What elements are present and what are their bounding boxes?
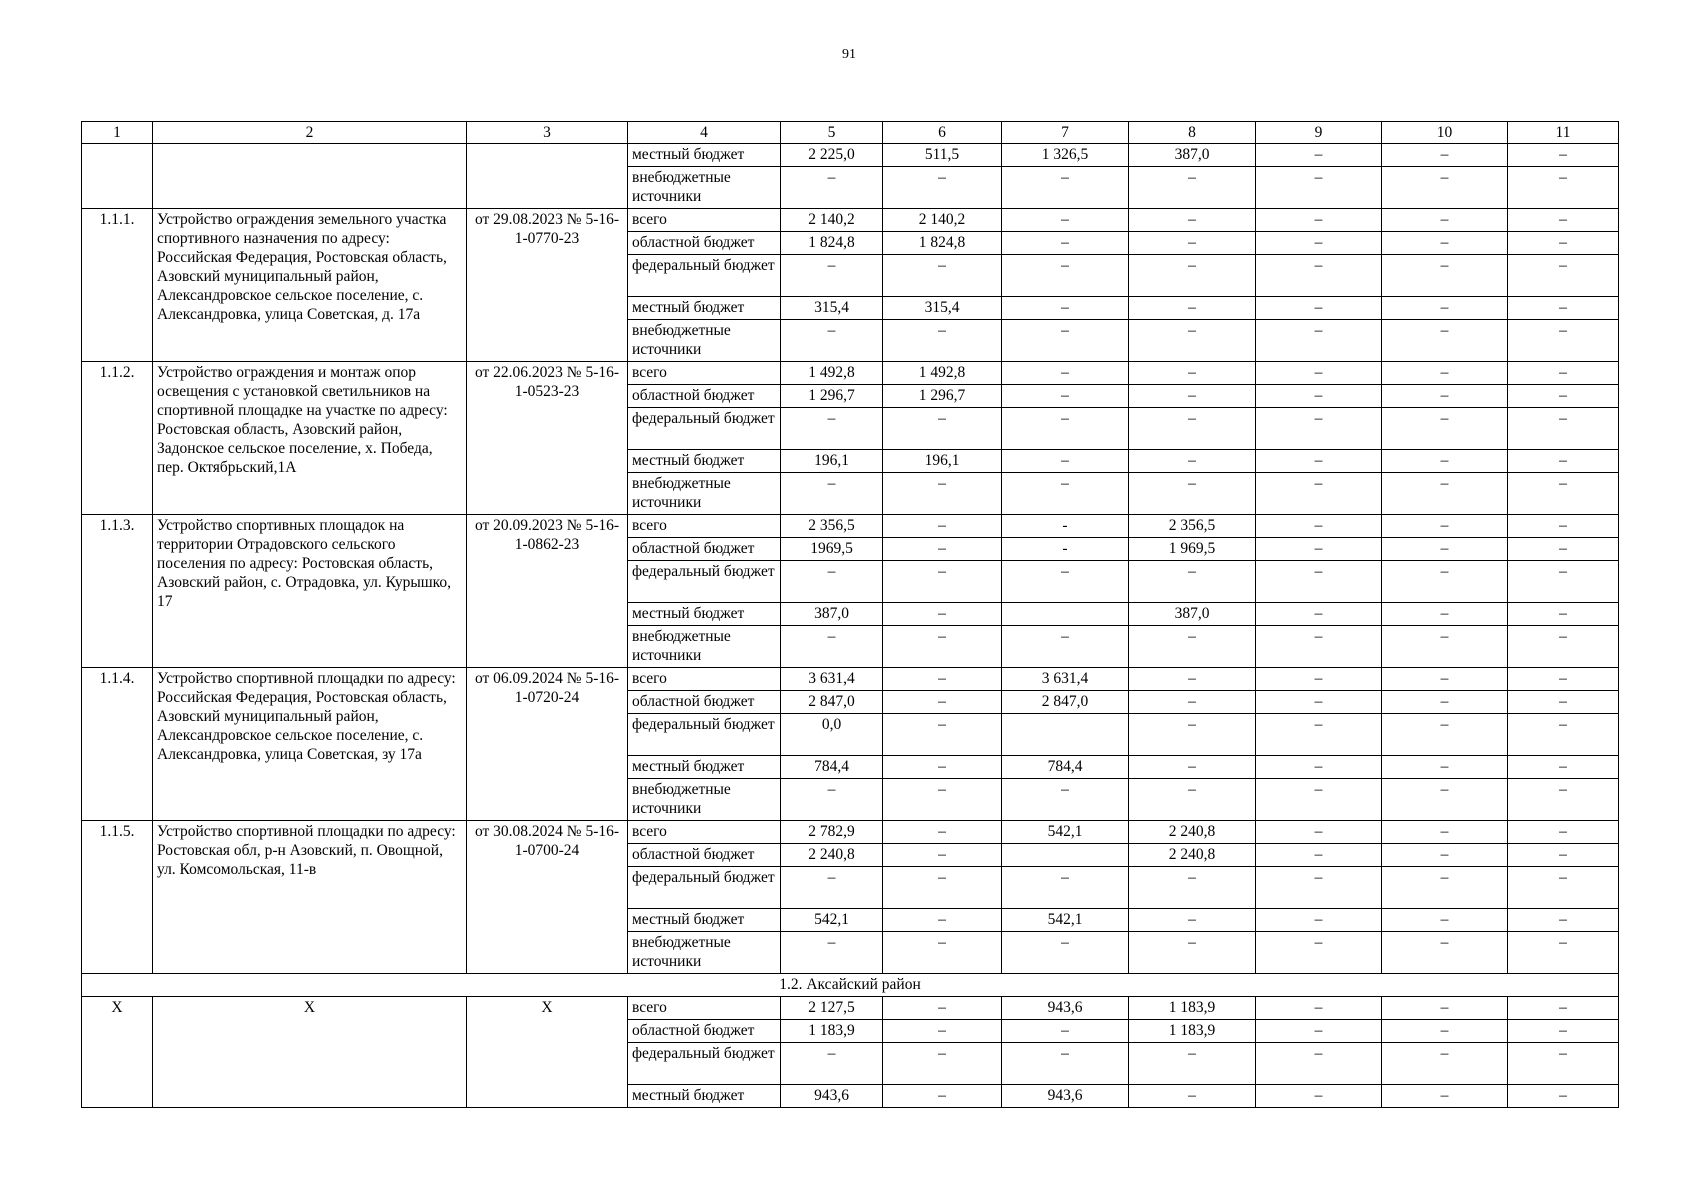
amount-cell: – xyxy=(1129,626,1256,668)
funding-source: всего xyxy=(628,997,781,1020)
table-row xyxy=(82,997,1619,1020)
amount-cell: – xyxy=(1129,232,1256,255)
amount-cell: – xyxy=(1002,450,1129,473)
amount-cell: – xyxy=(1129,691,1256,714)
agreement: от 22.06.2023 № 5-16-1-0523-23 xyxy=(467,362,628,515)
amount-cell: – xyxy=(883,1085,1002,1108)
amount-cell: 2 240,8 xyxy=(1129,844,1256,867)
amount-cell: – xyxy=(1129,1085,1256,1108)
column-header: 10 xyxy=(1382,122,1508,144)
amount-cell: – xyxy=(781,167,883,209)
amount-cell: 1 326,5 xyxy=(1002,144,1129,167)
amount-cell: – xyxy=(883,997,1002,1020)
amount-cell: – xyxy=(1256,821,1382,844)
amount-cell: – xyxy=(1002,1043,1129,1085)
amount-cell: – xyxy=(1129,450,1256,473)
funding-source: федеральный бюджет xyxy=(628,255,781,297)
funding-source: федеральный бюджет xyxy=(628,867,781,909)
amount-cell: – xyxy=(781,932,883,974)
funding-source: внебюджетные источники xyxy=(628,932,781,974)
amount-cell: – xyxy=(1382,297,1508,320)
page-number: 91 xyxy=(842,47,856,62)
amount-cell: – xyxy=(1508,909,1619,932)
amount-cell: 943,6 xyxy=(1002,997,1129,1020)
amount-cell: – xyxy=(883,561,1002,603)
amount-cell: – xyxy=(1508,320,1619,362)
amount-cell: – xyxy=(1382,1043,1508,1085)
amount-cell: – xyxy=(883,779,1002,821)
amount-cell: – xyxy=(1382,255,1508,297)
amount-cell: – xyxy=(1508,997,1619,1020)
amount-cell: – xyxy=(1129,385,1256,408)
amount-cell: – xyxy=(1256,515,1382,538)
amount-cell: – xyxy=(1382,232,1508,255)
amount-cell: – xyxy=(1002,232,1129,255)
table-row xyxy=(82,668,1619,691)
funding-source: местный бюджет xyxy=(628,144,781,167)
amount-cell: – xyxy=(1256,756,1382,779)
amount-cell: – xyxy=(883,538,1002,561)
funding-source: федеральный бюджет xyxy=(628,1043,781,1085)
item-number: 1.1.1. xyxy=(82,209,153,362)
amount-cell: – xyxy=(1256,385,1382,408)
funding-source: федеральный бюджет xyxy=(628,714,781,756)
amount-cell: – xyxy=(1382,997,1508,1020)
amount-cell: 387,0 xyxy=(1129,144,1256,167)
amount-cell: – xyxy=(1002,1020,1129,1043)
amount-cell: – xyxy=(1129,867,1256,909)
amount-cell: – xyxy=(883,668,1002,691)
amount-cell: – xyxy=(1002,932,1129,974)
amount-cell: – xyxy=(1508,1043,1619,1085)
amount-cell: – xyxy=(883,714,1002,756)
amount-cell: 2 240,8 xyxy=(1129,821,1256,844)
item-name: Устройство ограждения и монтаж опор освещения с установкой светильников на спортивной площадке на участке по адресу: Ростовская область, Азовский район, Задонское сельское поселение, х. Победа, пер. Октябрьский,1А xyxy=(153,362,467,515)
amount-cell: 387,0 xyxy=(781,603,883,626)
funding-source: всего xyxy=(628,668,781,691)
funding-source: местный бюджет xyxy=(628,1085,781,1108)
amount-cell: – xyxy=(1382,691,1508,714)
funding-source: внебюджетные источники xyxy=(628,320,781,362)
amount-cell: – xyxy=(1508,232,1619,255)
amount-cell: – xyxy=(1508,408,1619,450)
amount-cell: 1 824,8 xyxy=(781,232,883,255)
amount-cell: – xyxy=(1129,932,1256,974)
amount-cell: 2 356,5 xyxy=(1129,515,1256,538)
amount-cell: – xyxy=(1508,144,1619,167)
amount-cell: – xyxy=(1508,756,1619,779)
amount-cell: 315,4 xyxy=(883,297,1002,320)
amount-cell: – xyxy=(1256,1085,1382,1108)
agreement: от 06.09.2024 № 5-16-1-0720-24 xyxy=(467,668,628,821)
amount-cell: – xyxy=(1382,756,1508,779)
amount-cell: – xyxy=(1382,209,1508,232)
agreement: от 30.08.2024 № 5-16-1-0700-24 xyxy=(467,821,628,974)
amount-cell: – xyxy=(1129,255,1256,297)
column-header: 1 xyxy=(82,122,153,144)
funding-source: внебюджетные источники xyxy=(628,167,781,209)
amount-cell: – xyxy=(1382,473,1508,515)
amount-cell: – xyxy=(883,603,1002,626)
table-row xyxy=(82,362,1619,385)
amount-cell: – xyxy=(883,1020,1002,1043)
amount-cell: 196,1 xyxy=(883,450,1002,473)
amount-cell: – xyxy=(1129,320,1256,362)
amount-cell: – xyxy=(1256,362,1382,385)
amount-cell: – xyxy=(883,626,1002,668)
amount-cell: 2 240,8 xyxy=(781,844,883,867)
funding-source: всего xyxy=(628,821,781,844)
item-number: 1.1.2. xyxy=(82,362,153,515)
amount-cell: – xyxy=(1002,362,1129,385)
amount-cell: – xyxy=(1256,209,1382,232)
amount-cell: – xyxy=(1382,909,1508,932)
amount-cell: 2 356,5 xyxy=(781,515,883,538)
amount-cell: – xyxy=(1256,255,1382,297)
amount-cell: – xyxy=(1508,473,1619,515)
column-header: 6 xyxy=(883,122,1002,144)
amount-cell: – xyxy=(1508,538,1619,561)
item-number: 1.1.3. xyxy=(82,515,153,668)
funding-source: областной бюджет xyxy=(628,691,781,714)
amount-cell: – xyxy=(1508,779,1619,821)
amount-cell: – xyxy=(1382,515,1508,538)
amount-cell: – xyxy=(883,844,1002,867)
amount-cell: – xyxy=(1256,691,1382,714)
amount-cell: – xyxy=(1002,320,1129,362)
agreement: от 29.08.2023 № 5-16-1-0770-23 xyxy=(467,209,628,362)
column-header: 7 xyxy=(1002,122,1129,144)
amount-cell: - xyxy=(1002,515,1129,538)
amount-cell: – xyxy=(781,255,883,297)
amount-cell: – xyxy=(781,473,883,515)
amount-cell: – xyxy=(1508,515,1619,538)
item-name: Устройство спортивной площадки по адресу: Российская Федерация, Ростовская область, Азовский муниципальный район, Александровское сельское поселение, с. Александровка, улица Советская, зу 17а xyxy=(153,668,467,821)
amount-cell: 542,1 xyxy=(1002,909,1129,932)
amount-cell: – xyxy=(1002,167,1129,209)
column-header: 3 xyxy=(467,122,628,144)
amount-cell: – xyxy=(1508,668,1619,691)
funding-source: местный бюджет xyxy=(628,909,781,932)
amount-cell: – xyxy=(1382,668,1508,691)
amount-cell: – xyxy=(1256,450,1382,473)
amount-cell: – xyxy=(1129,167,1256,209)
amount-cell: 784,4 xyxy=(1002,756,1129,779)
amount-cell: – xyxy=(1002,408,1129,450)
amount-cell: – xyxy=(1129,1043,1256,1085)
amount-cell: – xyxy=(1256,626,1382,668)
amount-cell: 387,0 xyxy=(1129,603,1256,626)
amount-cell xyxy=(1002,714,1129,756)
amount-cell: – xyxy=(1256,844,1382,867)
amount-cell: 1 824,8 xyxy=(883,232,1002,255)
agreement: Х xyxy=(467,997,628,1108)
amount-cell: – xyxy=(883,932,1002,974)
amount-cell: – xyxy=(1002,779,1129,821)
column-header: 4 xyxy=(628,122,781,144)
amount-cell: – xyxy=(1508,867,1619,909)
amount-cell: – xyxy=(781,561,883,603)
amount-cell: – xyxy=(1508,603,1619,626)
amount-cell: – xyxy=(1002,561,1129,603)
amount-cell: – xyxy=(781,320,883,362)
amount-cell: – xyxy=(1256,1043,1382,1085)
column-header: 5 xyxy=(781,122,883,144)
amount-cell: 2 847,0 xyxy=(1002,691,1129,714)
amount-cell: – xyxy=(883,867,1002,909)
amount-cell: – xyxy=(1382,867,1508,909)
amount-cell: – xyxy=(1382,320,1508,362)
amount-cell: – xyxy=(883,255,1002,297)
table-row xyxy=(82,515,1619,538)
amount-cell: – xyxy=(781,1043,883,1085)
amount-cell: – xyxy=(781,626,883,668)
funding-source: внебюджетные источники xyxy=(628,473,781,515)
item-number xyxy=(82,144,153,209)
amount-cell: – xyxy=(1256,473,1382,515)
column-header: 8 xyxy=(1129,122,1256,144)
amount-cell: 196,1 xyxy=(781,450,883,473)
amount-cell: – xyxy=(1129,714,1256,756)
amount-cell: – xyxy=(1002,385,1129,408)
amount-cell: – xyxy=(1256,144,1382,167)
amount-cell: – xyxy=(883,320,1002,362)
amount-cell: – xyxy=(1256,867,1382,909)
amount-cell: – xyxy=(1382,385,1508,408)
amount-cell: – xyxy=(883,1043,1002,1085)
amount-cell: 2 127,5 xyxy=(781,997,883,1020)
amount-cell: – xyxy=(1508,362,1619,385)
amount-cell: 2 140,2 xyxy=(883,209,1002,232)
amount-cell: – xyxy=(1508,450,1619,473)
amount-cell: – xyxy=(1002,209,1129,232)
amount-cell: – xyxy=(1508,209,1619,232)
amount-cell: – xyxy=(1508,844,1619,867)
amount-cell: – xyxy=(1256,932,1382,974)
amount-cell: – xyxy=(1129,209,1256,232)
amount-cell: 1 969,5 xyxy=(1129,538,1256,561)
amount-cell: 1969,5 xyxy=(781,538,883,561)
amount-cell: – xyxy=(1129,668,1256,691)
amount-cell: 1 492,8 xyxy=(883,362,1002,385)
amount-cell xyxy=(1002,844,1129,867)
funding-source: областной бюджет xyxy=(628,1020,781,1043)
amount-cell: – xyxy=(883,909,1002,932)
table-row xyxy=(82,821,1619,844)
amount-cell: – xyxy=(1508,714,1619,756)
funding-source: областной бюджет xyxy=(628,844,781,867)
amount-cell: 784,4 xyxy=(781,756,883,779)
amount-cell: – xyxy=(1382,932,1508,974)
amount-cell: – xyxy=(1382,714,1508,756)
amount-cell: – xyxy=(781,408,883,450)
amount-cell: 1 296,7 xyxy=(781,385,883,408)
agreement: от 20.09.2023 № 5-16-1-0862-23 xyxy=(467,515,628,668)
funding-source: областной бюджет xyxy=(628,232,781,255)
amount-cell: – xyxy=(1129,362,1256,385)
funding-source: областной бюджет xyxy=(628,385,781,408)
amount-cell: 1 183,9 xyxy=(1129,997,1256,1020)
amount-cell: – xyxy=(1382,144,1508,167)
funding-source: местный бюджет xyxy=(628,603,781,626)
funding-source: внебюджетные источники xyxy=(628,626,781,668)
amount-cell: – xyxy=(1256,538,1382,561)
amount-cell: – xyxy=(1129,297,1256,320)
funding-source: всего xyxy=(628,515,781,538)
amount-cell: – xyxy=(1382,1085,1508,1108)
funding-source: всего xyxy=(628,362,781,385)
item-name xyxy=(153,144,467,209)
amount-cell xyxy=(1002,603,1129,626)
amount-cell: – xyxy=(1508,561,1619,603)
column-header: 9 xyxy=(1256,122,1382,144)
amount-cell: – xyxy=(1382,450,1508,473)
amount-cell: – xyxy=(1256,668,1382,691)
amount-cell: – xyxy=(781,779,883,821)
amount-cell: – xyxy=(1129,561,1256,603)
amount-cell: – xyxy=(1508,167,1619,209)
amount-cell: 1 492,8 xyxy=(781,362,883,385)
amount-cell: – xyxy=(883,408,1002,450)
amount-cell: 1 183,9 xyxy=(1129,1020,1256,1043)
item-number: 1.1.5. xyxy=(82,821,153,974)
funding-source: местный бюджет xyxy=(628,450,781,473)
amount-cell: – xyxy=(883,473,1002,515)
item-number: 1.1.4. xyxy=(82,668,153,821)
amount-cell: – xyxy=(1382,603,1508,626)
amount-cell: 1 183,9 xyxy=(781,1020,883,1043)
column-header: 11 xyxy=(1508,122,1619,144)
amount-cell: – xyxy=(1256,167,1382,209)
amount-cell: – xyxy=(883,515,1002,538)
amount-cell: – xyxy=(1508,385,1619,408)
amount-cell: – xyxy=(1382,844,1508,867)
table-row xyxy=(82,144,1619,167)
item-name: Устройство спортивной площадки по адресу: Ростовская обл, р-н Азовский, п. Овощной, ул. Комсомольская, 11-в xyxy=(153,821,467,974)
table-row xyxy=(82,209,1619,232)
section-row xyxy=(82,974,1619,997)
amount-cell: – xyxy=(1508,626,1619,668)
amount-cell: 2 847,0 xyxy=(781,691,883,714)
amount-cell: 542,1 xyxy=(1002,821,1129,844)
funding-source: местный бюджет xyxy=(628,756,781,779)
item-number: Х xyxy=(82,997,153,1108)
amount-cell: – xyxy=(1382,626,1508,668)
amount-cell: – xyxy=(781,867,883,909)
item-name: Устройство спортивных площадок на территории Отрадовского сельского поселения по адресу: Ростовская область, Азовский район, с. Отрадовка, ул. Курышко, 17 xyxy=(153,515,467,668)
funding-source: местный бюджет xyxy=(628,297,781,320)
amount-cell: – xyxy=(1129,473,1256,515)
amount-cell: – xyxy=(1256,561,1382,603)
amount-cell: – xyxy=(1508,255,1619,297)
amount-cell: – xyxy=(1002,867,1129,909)
funding-source: федеральный бюджет xyxy=(628,408,781,450)
amount-cell: – xyxy=(1129,779,1256,821)
amount-cell: – xyxy=(1508,1085,1619,1108)
amount-cell: - xyxy=(1002,538,1129,561)
amount-cell: – xyxy=(1382,779,1508,821)
amount-cell: – xyxy=(1256,779,1382,821)
agreement xyxy=(467,144,628,209)
amount-cell: – xyxy=(1508,297,1619,320)
amount-cell: – xyxy=(1382,167,1508,209)
amount-cell: 542,1 xyxy=(781,909,883,932)
amount-cell: – xyxy=(883,821,1002,844)
amount-cell: 943,6 xyxy=(1002,1085,1129,1108)
amount-cell: – xyxy=(1129,909,1256,932)
header-row xyxy=(82,122,1619,144)
amount-cell: – xyxy=(1508,1020,1619,1043)
funding-source: всего xyxy=(628,209,781,232)
amount-cell: – xyxy=(1129,756,1256,779)
funding-source: внебюджетные источники xyxy=(628,779,781,821)
section-title: 1.2. Аксайский район xyxy=(82,974,1619,997)
budget-table xyxy=(81,121,1619,1108)
amount-cell: 315,4 xyxy=(781,297,883,320)
amount-cell: 2 225,0 xyxy=(781,144,883,167)
amount-cell: – xyxy=(1382,561,1508,603)
funding-source: областной бюджет xyxy=(628,538,781,561)
amount-cell: – xyxy=(1002,297,1129,320)
amount-cell: – xyxy=(1002,626,1129,668)
amount-cell: 943,6 xyxy=(781,1085,883,1108)
amount-cell: – xyxy=(883,167,1002,209)
amount-cell: – xyxy=(1256,320,1382,362)
amount-cell: – xyxy=(1382,538,1508,561)
amount-cell: – xyxy=(1256,997,1382,1020)
amount-cell: 0,0 xyxy=(781,714,883,756)
amount-cell: – xyxy=(1382,408,1508,450)
amount-cell: 3 631,4 xyxy=(781,668,883,691)
amount-cell: 511,5 xyxy=(883,144,1002,167)
amount-cell: – xyxy=(883,691,1002,714)
amount-cell: – xyxy=(1256,297,1382,320)
amount-cell: 1 296,7 xyxy=(883,385,1002,408)
amount-cell: 3 631,4 xyxy=(1002,668,1129,691)
item-name: Устройство ограждения земельного участка спортивного назначения по адресу: Российская Федерация, Ростовская область, Азовский муниципальный район, Александровское сельское поселение, с. Александровка, улица Советская, д. 17а xyxy=(153,209,467,362)
item-name: Х xyxy=(153,997,467,1108)
amount-cell: – xyxy=(1256,408,1382,450)
funding-source: федеральный бюджет xyxy=(628,561,781,603)
amount-cell: – xyxy=(1002,255,1129,297)
amount-cell: – xyxy=(1002,473,1129,515)
amount-cell: – xyxy=(883,756,1002,779)
amount-cell: – xyxy=(1256,1020,1382,1043)
amount-cell: – xyxy=(1508,932,1619,974)
amount-cell: – xyxy=(1382,821,1508,844)
amount-cell: – xyxy=(1508,691,1619,714)
amount-cell: – xyxy=(1508,821,1619,844)
column-header: 2 xyxy=(153,122,467,144)
amount-cell: – xyxy=(1256,909,1382,932)
amount-cell: – xyxy=(1382,1020,1508,1043)
amount-cell: – xyxy=(1382,362,1508,385)
amount-cell: 2 782,9 xyxy=(781,821,883,844)
amount-cell: – xyxy=(1256,714,1382,756)
amount-cell: – xyxy=(1256,232,1382,255)
amount-cell: – xyxy=(1256,603,1382,626)
amount-cell: 2 140,2 xyxy=(781,209,883,232)
amount-cell: – xyxy=(1129,408,1256,450)
